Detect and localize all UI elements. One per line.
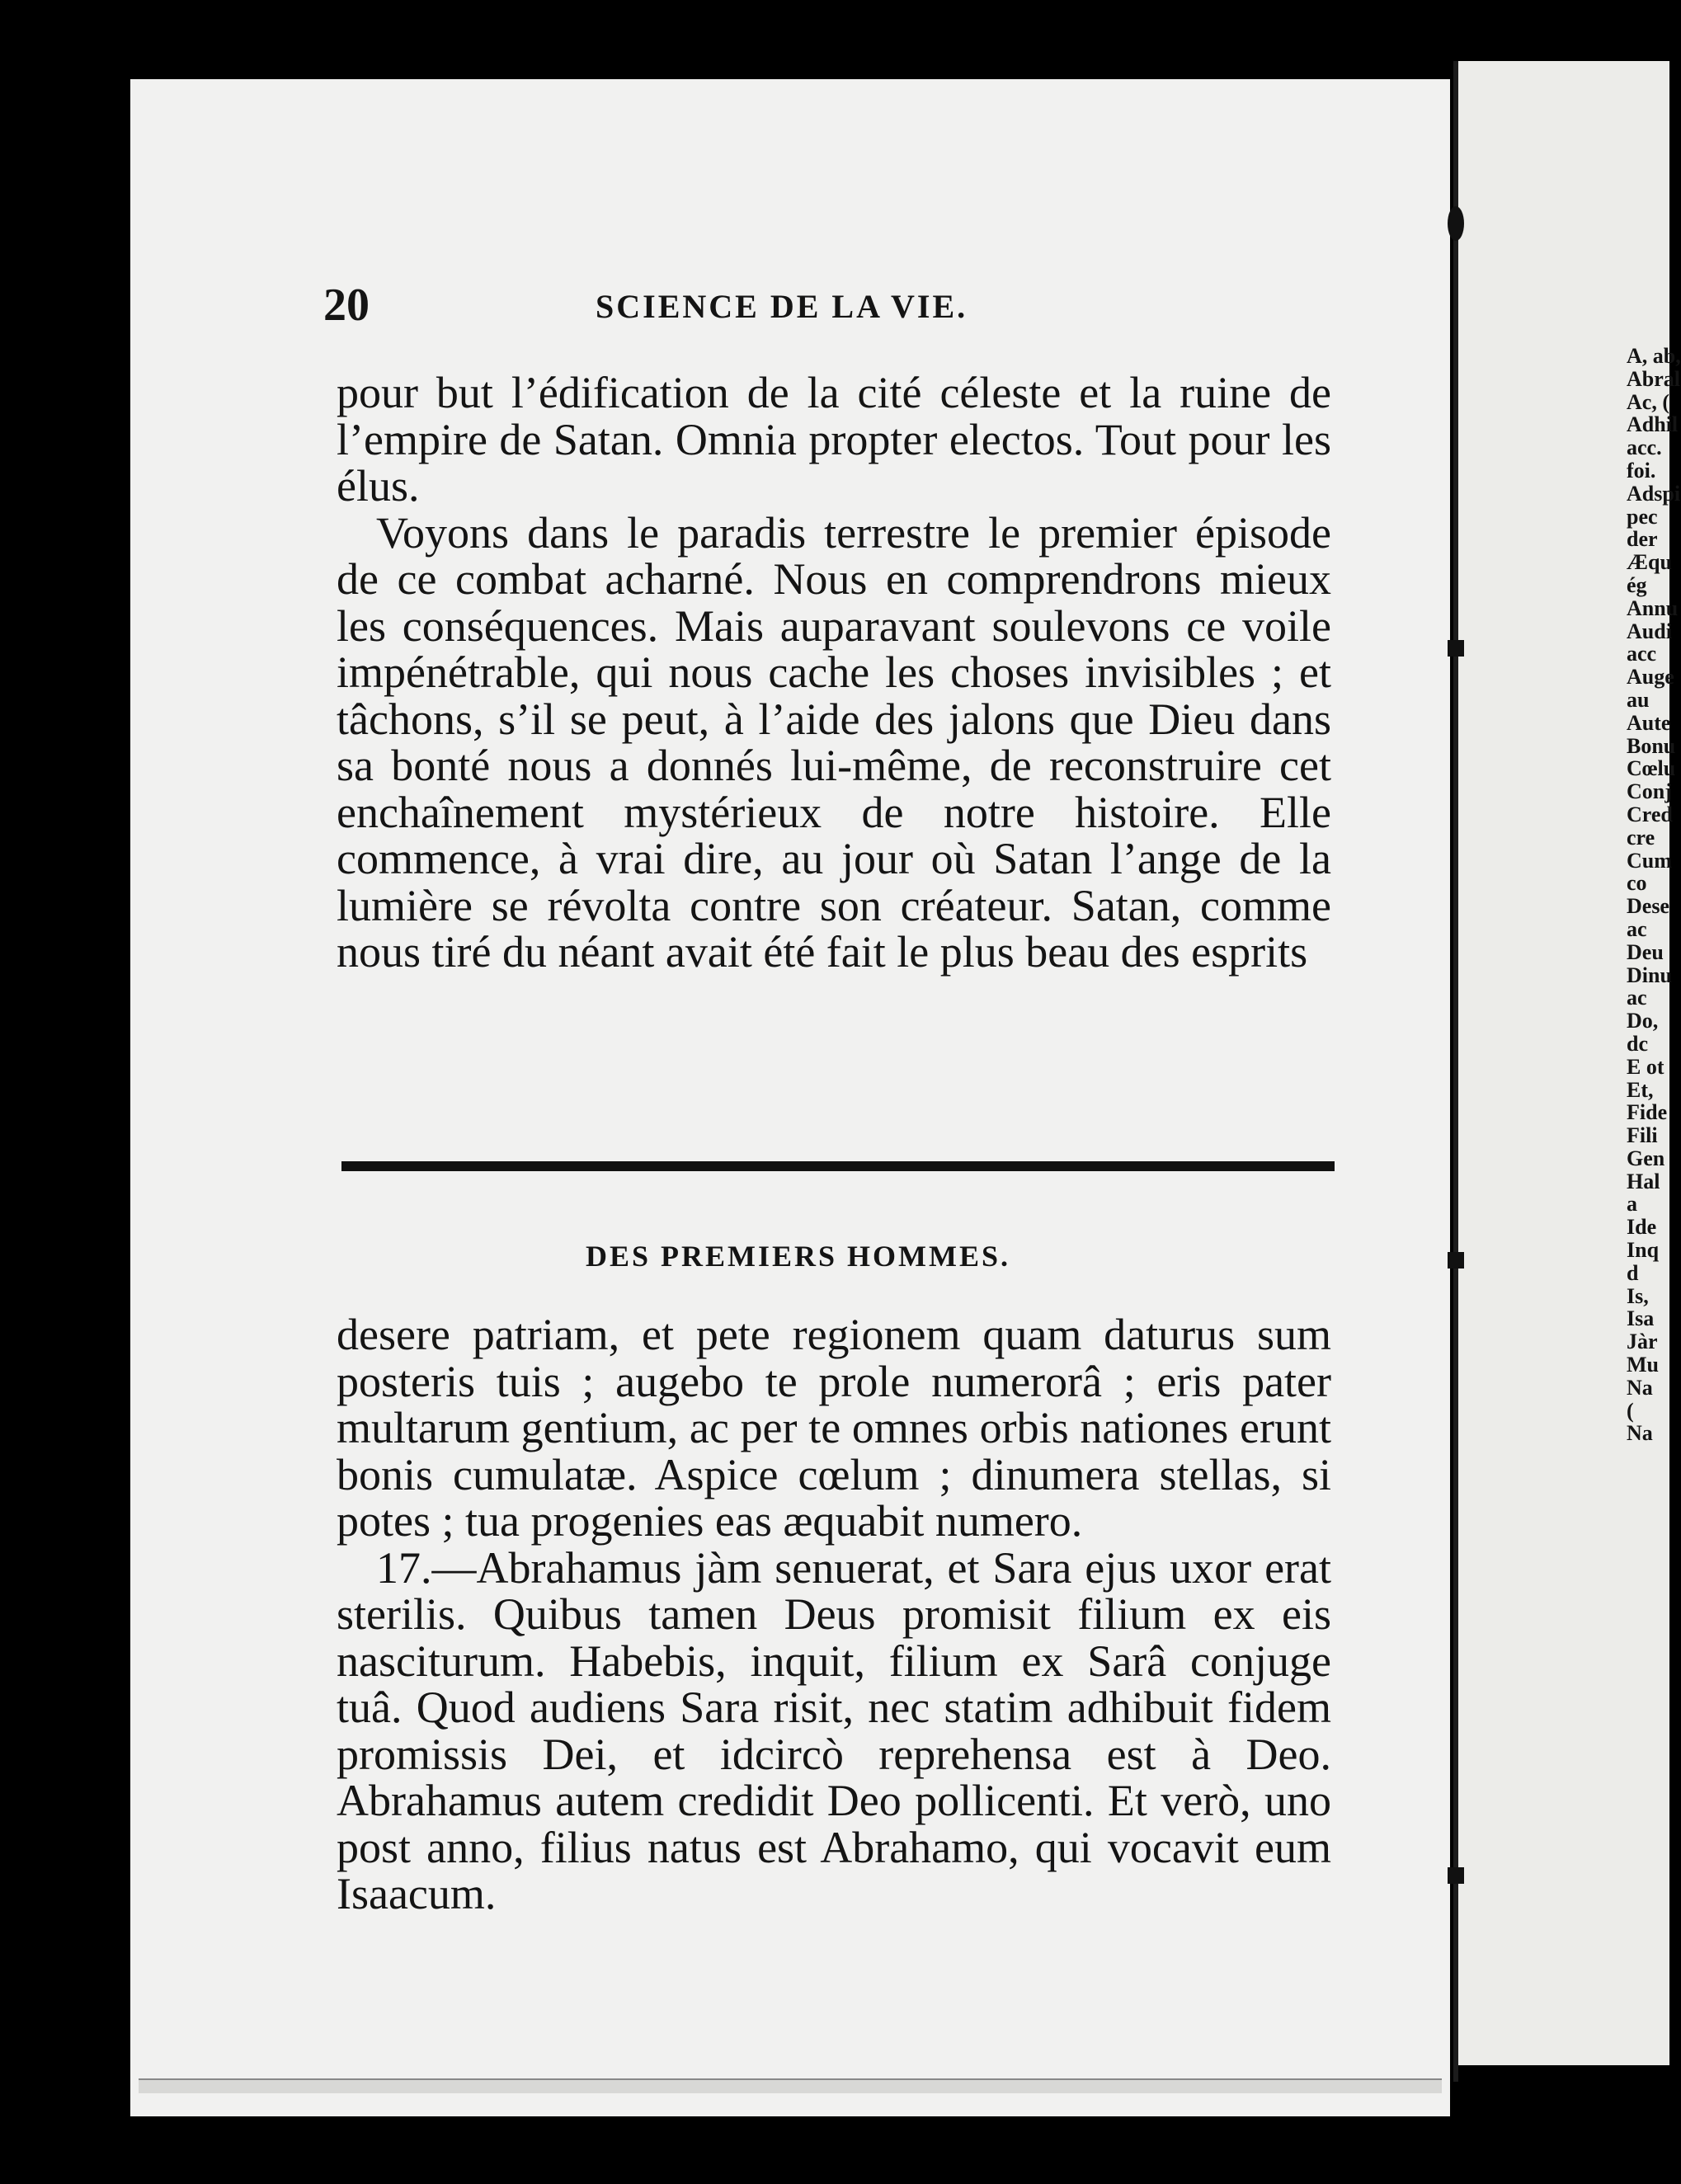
index-entry: pec bbox=[1627, 504, 1658, 529]
index-entry: Et, bbox=[1627, 1077, 1654, 1102]
index-entry: Audi bbox=[1627, 619, 1672, 643]
index-entry: ac bbox=[1627, 916, 1647, 941]
paragraph: desere patriam, et pete regionem quam daturus sum posteris tuis ; augebo te prole numerorâ ; eris pater multarum gentium, ac per te omnes orbis nationes erunt bonis cumulatæ. Aspice cœlum ; dinumera stellas, si potes ; tua progenies eas æquabit numero. bbox=[337, 1310, 1331, 1546]
index-entry: Fili bbox=[1627, 1123, 1658, 1148]
facing-page-index bbox=[1627, 344, 1681, 1446]
index-entry: foi. bbox=[1627, 458, 1656, 482]
index-entry: Adspi bbox=[1627, 481, 1681, 506]
index-entry: au bbox=[1627, 687, 1650, 712]
upper-text-block bbox=[337, 369, 1331, 976]
index-entry: Dese bbox=[1627, 894, 1669, 919]
index-entry: Gen bbox=[1627, 1146, 1665, 1170]
index-entry: dc bbox=[1627, 1031, 1648, 1056]
index-entry: Cœlu bbox=[1627, 756, 1676, 781]
index-entry: Dinu bbox=[1627, 963, 1672, 987]
index-entry: Deu bbox=[1627, 939, 1664, 964]
index-entry: co bbox=[1627, 871, 1647, 896]
index-entry: d bbox=[1627, 1260, 1639, 1285]
index-entry: A, ab, bbox=[1627, 344, 1681, 368]
index-entry: Jàr bbox=[1627, 1330, 1658, 1354]
gutter-mark bbox=[1448, 1867, 1464, 1884]
gutter-mark bbox=[1448, 1252, 1464, 1269]
index-entry: Do, bbox=[1627, 1009, 1659, 1033]
index-entry: E ot bbox=[1627, 1054, 1665, 1079]
index-entry: Annu bbox=[1627, 595, 1679, 620]
index-entry: Auge bbox=[1627, 665, 1674, 690]
gutter-mark bbox=[1448, 206, 1464, 241]
index-entry: Adhil bbox=[1627, 412, 1679, 437]
index-entry: Abral bbox=[1627, 366, 1680, 391]
page-number: 20 bbox=[323, 280, 370, 331]
index-entry: Ac, ( bbox=[1627, 389, 1669, 414]
index-entry: acc. bbox=[1627, 435, 1662, 460]
index-entry: Bonu bbox=[1627, 733, 1676, 758]
index-entry: Is, bbox=[1627, 1283, 1649, 1308]
index-entry: Conj bbox=[1627, 779, 1672, 804]
index-entry: ( bbox=[1627, 1398, 1634, 1423]
book-gutter bbox=[1453, 61, 1458, 2082]
index-entry: Na bbox=[1627, 1375, 1653, 1400]
gutter-mark bbox=[1448, 640, 1464, 657]
index-entry: Hal bbox=[1627, 1169, 1660, 1193]
index-entry: Aute bbox=[1627, 710, 1671, 735]
lower-text-block bbox=[337, 1311, 1331, 1918]
page-header bbox=[323, 279, 1330, 337]
paragraph: 17.—Abrahamus jàm senuerat, et Sara ejus uxor erat sterilis. Quibus tamen Deus promisit filium ex eis nasciturum. Habebis, inquit, filium ex Sarâ conjuge tuâ. Quod audiens Sara risit, nec statim adhibuit fidem promissis Dei, et idcircò reprehensa est à Deo. Abrahamus autem credidit Deo pollicenti. Et verò, uno post anno, filius natus est Abrahamo, qui vocavit eum Isaacum. bbox=[337, 1542, 1331, 1918]
index-entry: Æqu bbox=[1627, 550, 1672, 575]
index-entry: Fide bbox=[1627, 1100, 1668, 1125]
page-edge bbox=[139, 2078, 1442, 2093]
index-entry: Cum bbox=[1627, 848, 1672, 873]
index-entry: Na bbox=[1627, 1421, 1653, 1446]
index-entry: a bbox=[1627, 1192, 1637, 1217]
index-entry: Mu bbox=[1627, 1353, 1659, 1377]
paragraph: pour but l’édification de la cité céleste et la ruine de l’empire de Satan. Omnia propter electos. Tout pour les élus. bbox=[337, 368, 1331, 511]
index-entry: cre bbox=[1627, 825, 1655, 850]
index-entry: der bbox=[1627, 527, 1658, 552]
index-entry: acc bbox=[1627, 642, 1657, 666]
section-title: DES PREMIERS HOMMES. bbox=[586, 1240, 1011, 1273]
index-entry: Cred bbox=[1627, 802, 1673, 826]
index-entry: Ide bbox=[1627, 1215, 1657, 1240]
index-entry: ac bbox=[1627, 986, 1647, 1010]
index-entry: Inq bbox=[1627, 1238, 1660, 1263]
divider-rule bbox=[341, 1161, 1335, 1171]
paragraph: Voyons dans le paradis terrestre le premier épisode de ce combat acharné. Nous en comprendrons mieux les conséquences. Mais auparavant soulevons ce voile impénétrable, qui nous cache les choses invisibles ; et tâchons, s’il se peut, à l’aide des jalons que Dieu dans sa bonté nous a donnés lui-même, de reconstruire cet enchaînement mystérieux de notre histoire. Elle commence, à vrai dire, au jour où Satan l’ange de la lumière se révolta contre son créateur. Satan, comme nous tiré du néant avait été fait le plus beau des esprits bbox=[337, 507, 1331, 977]
running-title: SCIENCE DE LA VIE. bbox=[596, 288, 968, 325]
index-entry: ég bbox=[1627, 572, 1647, 597]
index-entry: Isa bbox=[1627, 1306, 1655, 1331]
